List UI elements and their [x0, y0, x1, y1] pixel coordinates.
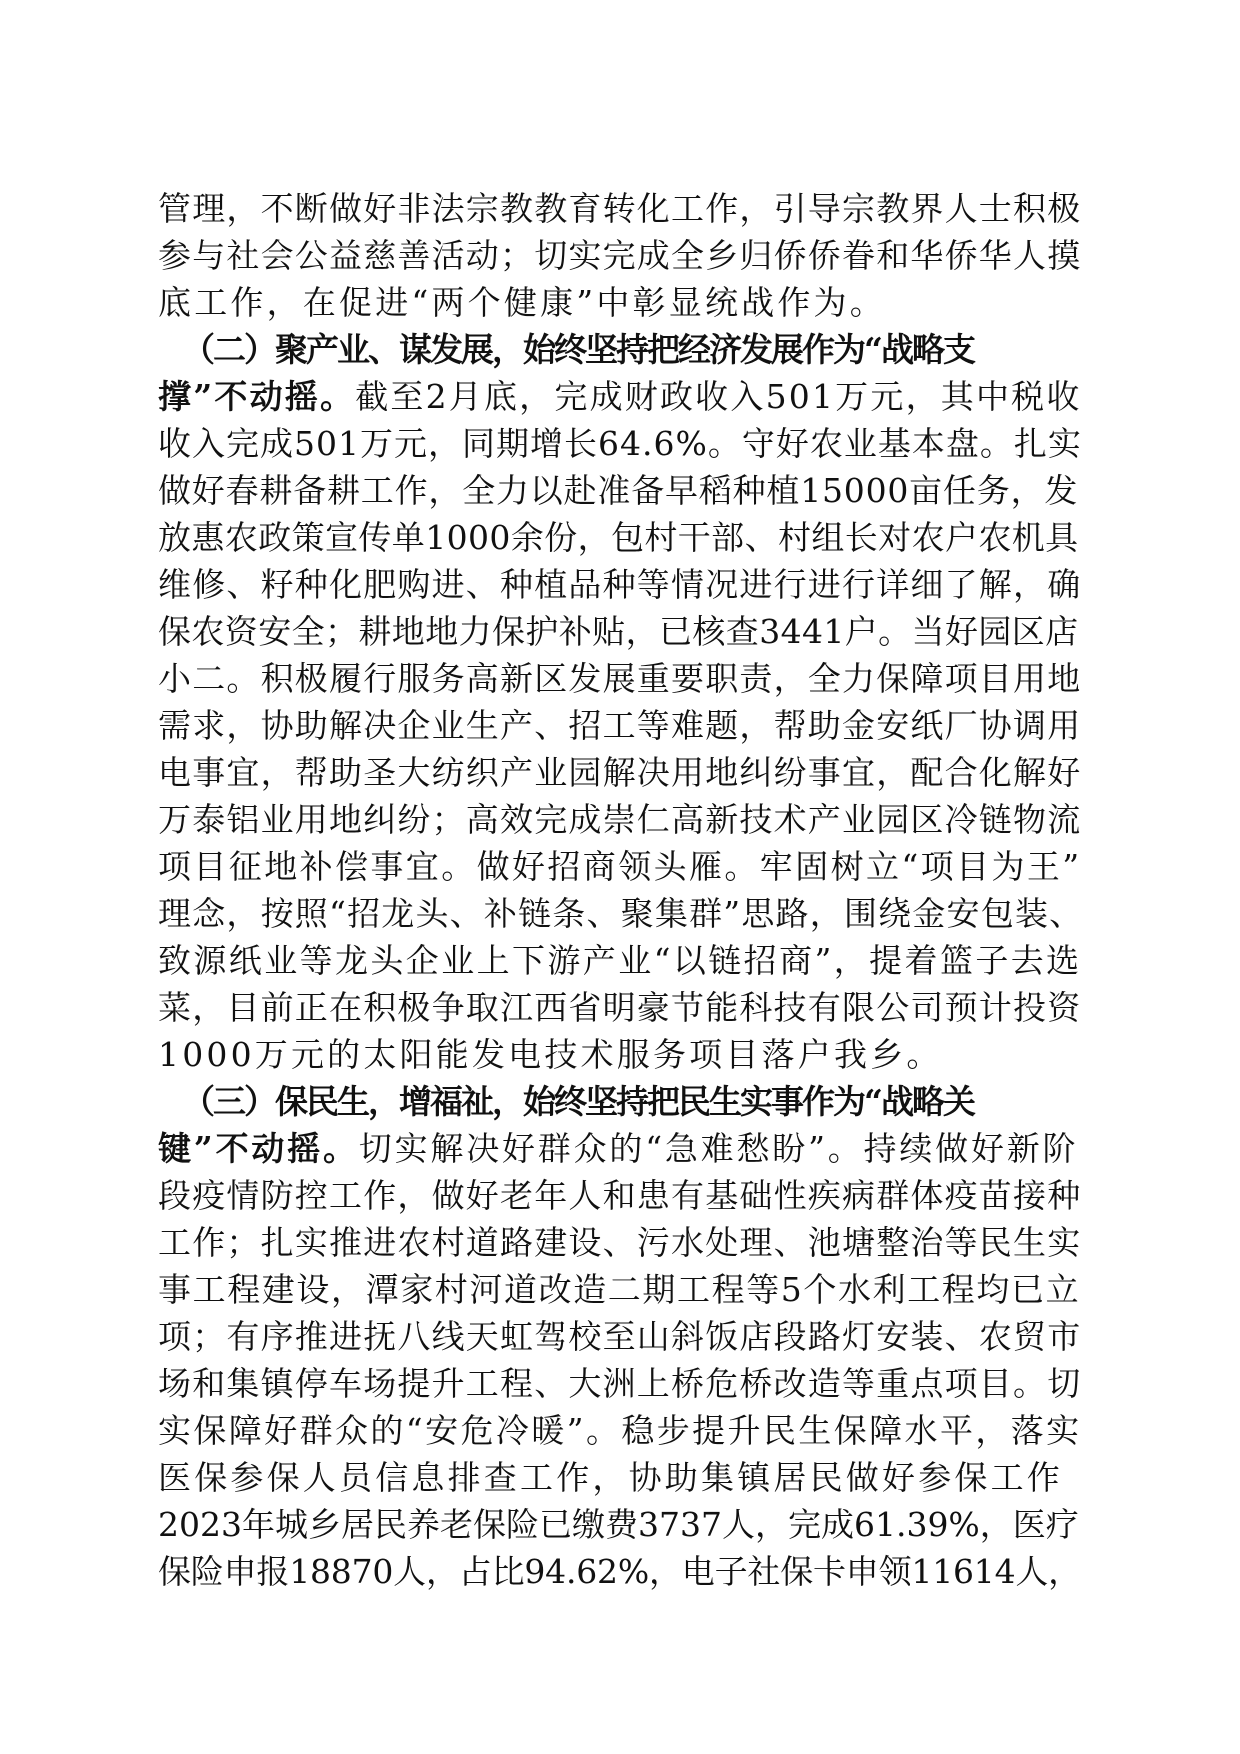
text-line: 需求，协助解决企业生产、招工等难题，帮助金安纸厂协调用 [158, 706, 1082, 745]
text-line: 事工程建设，潭家村河道改造二期工程等5个水利工程均已立 [158, 1270, 1081, 1309]
text-line: 万泰铝业用地纠纷；高效完成崇仁高新技术产业园区冷链物流 [158, 800, 1082, 839]
section-heading-line: （二）聚产业、谋发展，始终坚持把经济发展作为“战略支 [182, 330, 974, 369]
text-line: 致源纸业等龙头企业上下游产业“以链招商”，提着篮子去选 [158, 941, 1082, 980]
text-line: 放惠农政策宣传单1000余份，包村干部、村组长对农户农机具 [158, 518, 1079, 557]
text-line: 段疫情防控工作，做好老年人和患有基础性疾病群体疫苗接种 [158, 1176, 1082, 1215]
text-line: 医保参保人员信息排查工作，协助集镇居民做好参保工作 [158, 1458, 1063, 1497]
text-line: 工作；扎实推进农村道路建设、污水处理、池塘整治等民生实 [158, 1223, 1082, 1262]
text-line: 小二。积极履行服务高新区发展重要职责，全力保障项目用地 [158, 659, 1082, 698]
text-line: 维修、籽种化肥购进、种植品种等情况进行进行详细了解，确 [158, 565, 1082, 604]
text-line: 1000万元的太阳能发电技术服务项目落户我乡。 [158, 1035, 943, 1074]
text-line: 底工作，在促进“两个健康”中彰显统战作为。 [158, 283, 886, 322]
section-heading-line: （三）保民生，增福祉，始终坚持把民生实事作为“战略关 [182, 1082, 974, 1121]
text-line: 撑”不动摇。截至2月底，完成财政收入501万元，其中税收 [158, 377, 1082, 416]
text-line: 保险申报18870人，占比94.62%，电子社保卡申领11614人， [158, 1552, 1081, 1591]
text-line: 键”不动摇。切实解决好群众的“急难愁盼”。持续做好新阶 [158, 1129, 1079, 1168]
text-line: 电事宜，帮助圣大纺织产业园解决用地纠纷事宜，配合化解好 [158, 753, 1082, 792]
text-line: 实保障好群众的“安危冷暖”。稳步提升民生保障水平，落实 [158, 1411, 1082, 1450]
text-line: 项；有序推进抚八线天虹驾校至山斜饭店段路灯安装、农贸市 [158, 1317, 1082, 1356]
text-line: 2023年城乡居民养老保险已缴费3737人，完成61.39%，医疗 [158, 1505, 1079, 1544]
text-line: 管理，不断做好非法宗教教育转化工作，引导宗教界人士积极 [158, 189, 1082, 228]
text-line: 项目征地补偿事宜。做好招商领头雁。牢固树立“项目为王” [158, 847, 1082, 886]
text-line: 场和集镇停车场提升工程、大洲上桥危桥改造等重点项目。切 [158, 1364, 1082, 1403]
text-line: 理念，按照“招龙头、补链条、聚集群”思路，围绕金安包装、 [158, 894, 1084, 933]
text-line: 保农资安全；耕地地力保护补贴，已核查3441户。当好园区店 [158, 612, 1079, 651]
text-line: 菜，目前正在积极争取江西省明豪节能科技有限公司预计投资 [158, 988, 1082, 1027]
text-line: 参与社会公益慈善活动；切实完成全乡归侨侨眷和华侨华人摸 [158, 236, 1082, 275]
text-line: 做好春耕备耕工作，全力以赴准备早稻种植15000亩任务，发 [158, 471, 1079, 510]
text-line: 收入完成501万元，同期增长64.6%。守好农业基本盘。扎实 [158, 424, 1082, 463]
